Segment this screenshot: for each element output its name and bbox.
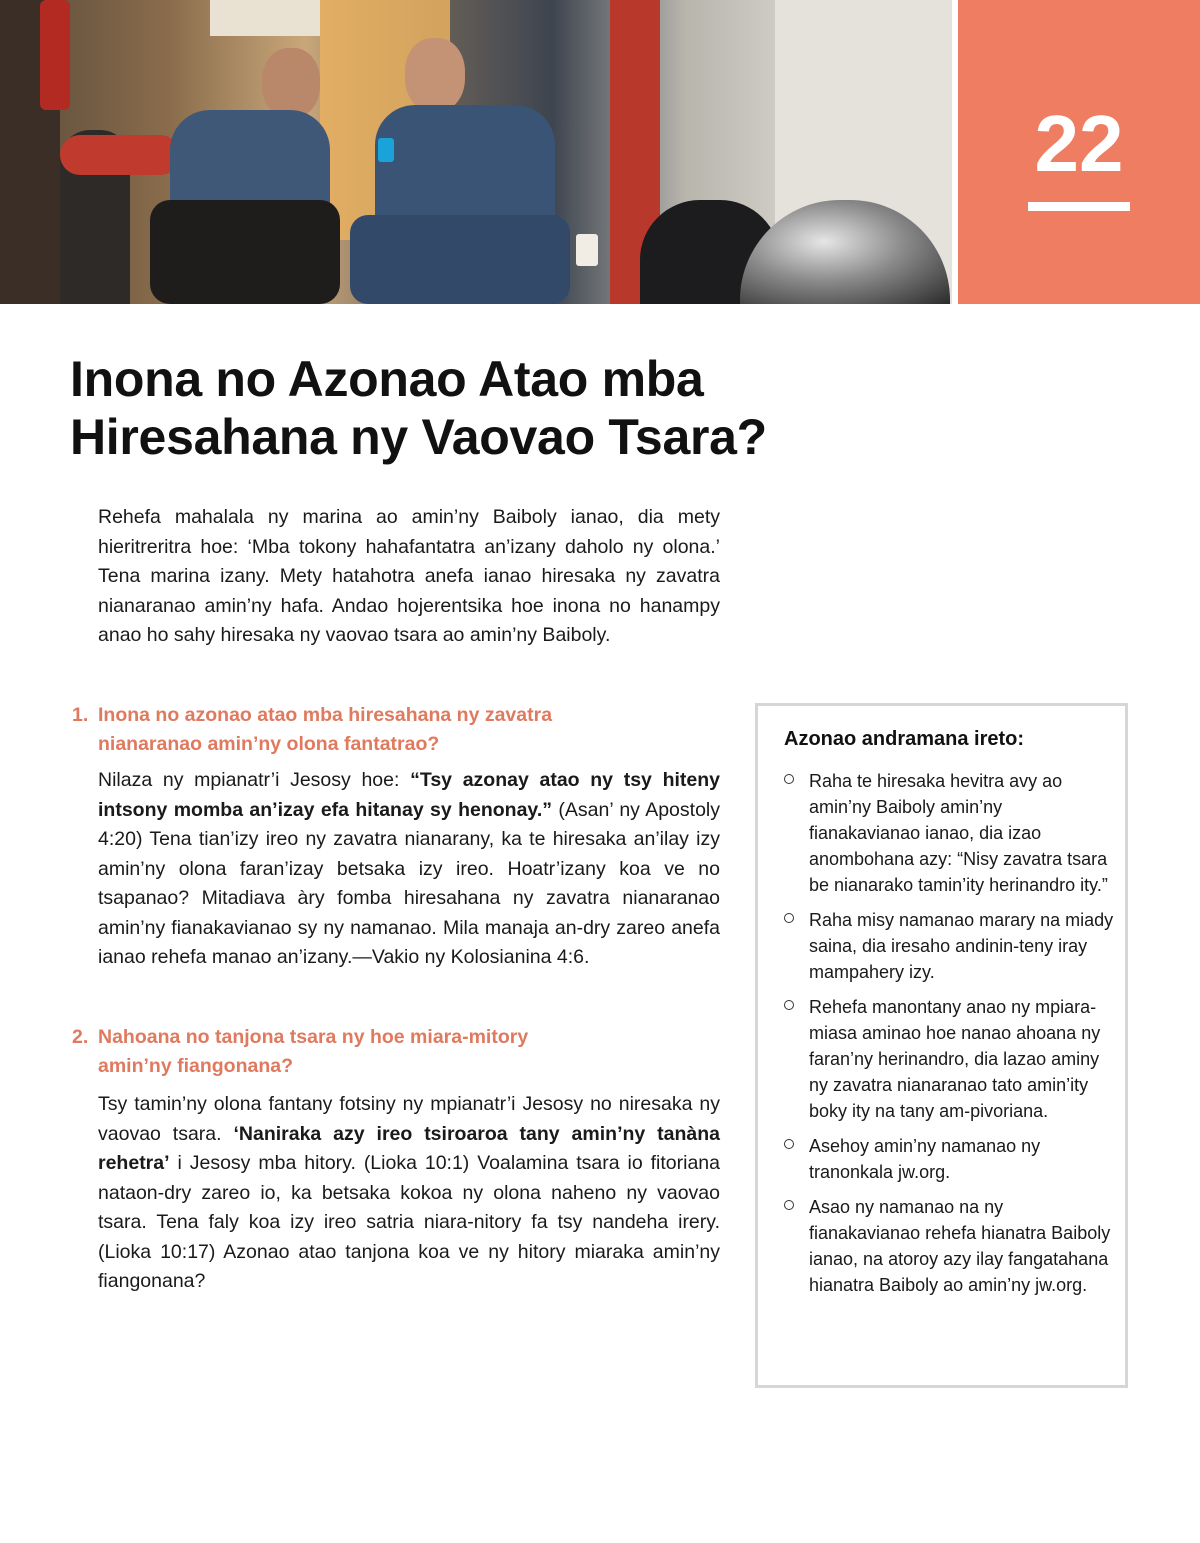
tip-text: Rehefa manontany anao ny mpiara-miasa aminao hoe nanao ahoana ny faran’ny herinandro, dia lazao aminy ny zavatra nianaranao tato amin’ity boky ity na tany am-pivoriana. (809, 997, 1101, 1121)
hollow-circle-bullet-icon (784, 913, 794, 923)
phone-icon (378, 138, 394, 162)
question-1 (72, 701, 632, 759)
section-2-body (98, 1090, 720, 1297)
section-2-quote: ‘Naniraka azy ireo tsiroaroa tany amin’ny tanàna rehetra’ (98, 1122, 720, 1174)
question-2-number: 2. (72, 1026, 89, 1048)
hero-photo (0, 0, 952, 304)
list-item (784, 907, 1114, 985)
question-2-line-2: amin’ny fiangonana? (98, 1055, 294, 1077)
person-right (405, 38, 465, 112)
list-item (784, 768, 1114, 898)
question-1-line-1: Inona no azonao atao mba hiresahana ny zavatra (98, 704, 553, 726)
chapter-badge (958, 0, 1200, 304)
section-2-text-b: i Jesosy mba hitory. (Lioka 10:1) Voalamina tsara io fitoriana nataon-dry zareo io, ka betsaka kokoa ny olona naheno ny vaovao tsara. Tena faly koa izy ireo satria niara-nitory fa tsy nandeha irery. (Lioka 10:17) Azonao atao tanjona koa ve ny hitory miaraka amin’ny fiangonana? (98, 1152, 720, 1292)
tip-text: Raha misy namanao marary na miady saina, dia iresaho andinin-teny iray mampahery izy. (809, 910, 1114, 982)
hollow-circle-bullet-icon (784, 774, 794, 784)
person-left (262, 48, 320, 118)
intro-paragraph: Rehefa mahalala ny marina ao amin’ny Baiboly ianao, dia mety hieritreritra hoe: ‘Mba tokony hahafantatra an’izany daholo ny olona.’ Tena marina izany. Mety hatahotra anefa ianao hiresaka ny zavatra nianaranao amin’ny hafa. Andao hojerentsika hoe inona no hanampy anao ho sahy hiresaka ny vaovao tsara ao amin’ny Baiboly. (98, 506, 720, 646)
list-item (784, 1194, 1114, 1298)
hollow-circle-bullet-icon (784, 1000, 794, 1010)
section-1-body (98, 766, 720, 973)
section-1-text-b: (Asan’ ny Apostoly 4:20) Tena tian’izy ireo ny zavatra nianarany, ka te hiresaka an’ilay izy amin’ny olona faran’izay betsaka izy ireo. Hoatr’izany koa ve no tsapanao? Mitadiava àry fomba hiresahana ny zavatra nianaranao amin’ny fianakavianao sy ny namanao. Mila manaja an-dry zareo anefa ianao rehefa manao an’izany.—Vakio ny Kolosianina 4:6. (98, 798, 720, 968)
fire-extinguisher-icon (40, 0, 70, 110)
question-1-number: 1. (72, 704, 89, 726)
chapter-underline (1028, 202, 1130, 211)
page-title (70, 350, 830, 466)
title-line-1: Inona no Azonao Atao mba (70, 351, 704, 407)
question-1-line-2: nianaranao amin’ny olona fantatrao? (98, 733, 440, 755)
question-2 (72, 1023, 632, 1081)
section-1-text-a: Nilaza ny mpianatr’i Jesosy hoe: (98, 769, 411, 791)
section-2-text-a: Tsy tamin’ny olona fantany fotsiny ny mpianatr’i Jesosy no niresaka ny vaovao tsara. (98, 1093, 720, 1145)
wall-sign (210, 0, 320, 36)
tip-text: Asao ny namanao na ny fianakavianao rehefa hianatra Baiboly ianao, na atoroy azy ilay fangatahana hianatra Baiboly ao amin’ny jw.org. (809, 1197, 1111, 1295)
chapter-number: 22 (1034, 99, 1124, 188)
tip-text: Raha te hiresaka hevitra avy ao amin’ny Baiboly amin’ny fianakavianao ianao, dia izao anombohana azy: “Nisy zavatra tsara be nianarako tamin’ity herinandro ity.” (809, 771, 1108, 895)
list-item (784, 1133, 1114, 1185)
tip-text: Asehoy amin’ny namanao ny tranonkala jw.org. (809, 1136, 1041, 1182)
tips-box (755, 703, 1128, 1388)
hollow-circle-bullet-icon (784, 1139, 794, 1149)
tips-heading: Azonao andramana ireto: (784, 728, 1025, 750)
section-1-quote: “Tsy azonay atao ny tsy hiteny intsony momba an’izay efa hitanay sy henonay.” (98, 769, 720, 821)
coffee-cup-icon (576, 234, 598, 266)
tips-list (784, 768, 1114, 1307)
title-line-2: Hiresahana ny Vaovao Tsara? (70, 409, 767, 465)
question-2-line-1: Nahoana no tanjona tsara ny hoe miara-mitory (98, 1026, 529, 1048)
list-item (784, 994, 1114, 1124)
hollow-circle-bullet-icon (784, 1200, 794, 1210)
